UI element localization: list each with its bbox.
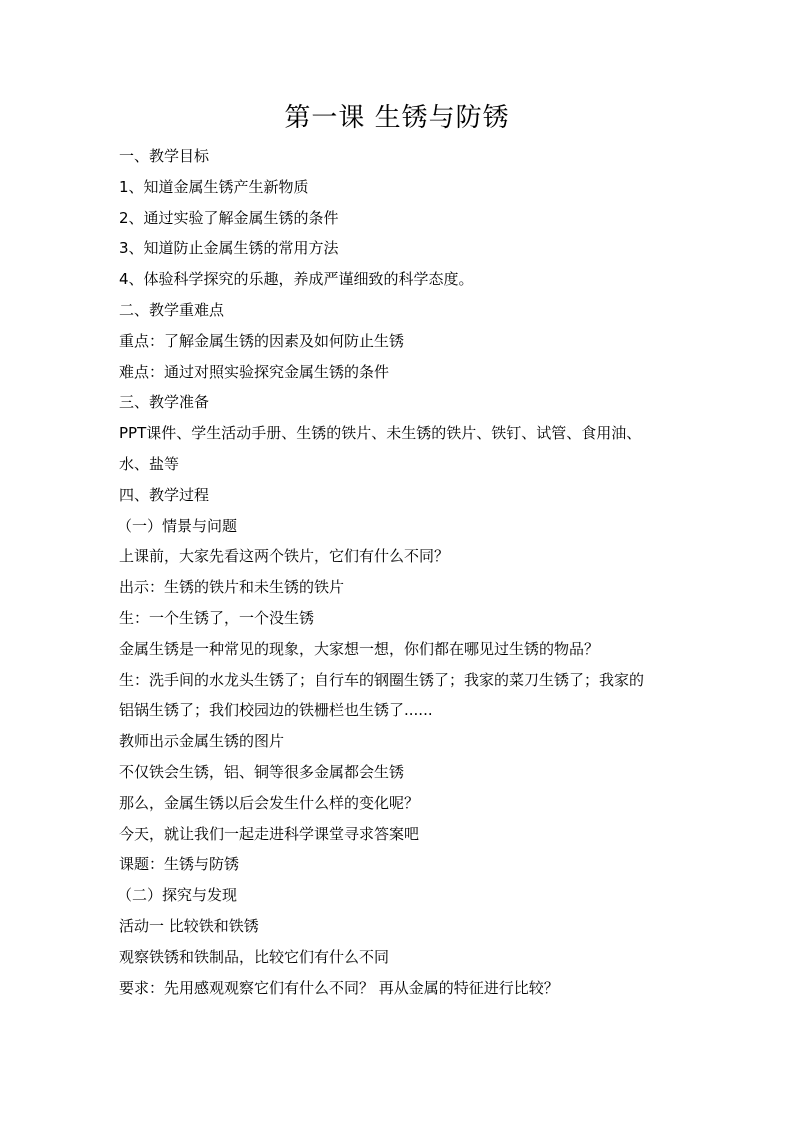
objective-item: 2、通过实验了解金属生锈的条件: [119, 208, 339, 227]
paragraph-line: 生：一个生锈了，一个没生锈: [119, 608, 315, 627]
section-heading-process: 四、教学过程: [119, 485, 210, 504]
objective-item: 4、体验科学探究的乐趣，养成严谨细致的科学态度。: [119, 270, 474, 289]
paragraph-line: 生：洗手间的水龙头生锈了；自行车的钢圈生锈了；我家的菜刀生锈了；我家的: [119, 670, 645, 689]
difficult-point-line: 难点：通过对照实验探究金属生锈的条件: [119, 362, 390, 381]
section-heading-key-points: 二、教学重难点: [119, 300, 225, 319]
section-heading-objectives: 一、教学目标: [119, 147, 210, 165]
paragraph-line: 金属生锈是一种常见的现象，大家想一想，你们都在哪见过生锈的物品？: [119, 639, 600, 658]
paragraph-line: 要求：先用感观观察它们有什么不同？ 再从金属的特征进行比较？: [119, 978, 559, 997]
subsection-heading-scene: （一）情景与问题: [117, 516, 238, 535]
objective-item: 3、知道防止金属生锈的常用方法: [119, 239, 339, 258]
objective-item: 1、知道金属生锈产生新物质: [119, 177, 309, 196]
section-heading-preparation: 三、教学准备: [119, 393, 210, 412]
subsection-heading-explore: （二）探究与发现: [117, 886, 238, 905]
key-point-line: 重点：了解金属生锈的因素及如何防止生锈: [119, 331, 405, 350]
paragraph-line: 不仅铁会生锈，铝、铜等很多金属都会生锈: [119, 762, 405, 781]
paragraph-line: 观察铁锈和铁制品，比较它们有什么不同: [119, 947, 390, 966]
paragraph-line: 铝锅生锈了；我们校园边的铁栅栏也生锈了......: [119, 701, 433, 720]
paragraph-line: 那么，金属生锈以后会发生什么样的变化呢？: [119, 793, 420, 812]
preparation-line-continued: 水、盐等: [119, 454, 180, 473]
paragraph-line: 出示：生锈的铁片和未生锈的铁片: [119, 578, 345, 597]
document-body: [119, 141, 699, 1003]
paragraph-line: 课题：生锈与防锈: [119, 855, 240, 874]
preparation-line: PPT课件、学生活动手册、生锈的铁片、未生锈的铁片、铁钉、试管、食用油、: [119, 424, 642, 443]
document-title: 第一课 生锈与防锈: [284, 103, 510, 133]
paragraph-line: 活动一 比较铁和铁锈: [119, 916, 259, 935]
paragraph-line: 教师出示金属生锈的图片: [119, 732, 285, 751]
paragraph-line: 今天，就让我们一起走进科学课堂寻求答案吧: [119, 824, 420, 843]
paragraph-line: 上课前，大家先看这两个铁片，它们有什么不同？: [119, 547, 450, 566]
